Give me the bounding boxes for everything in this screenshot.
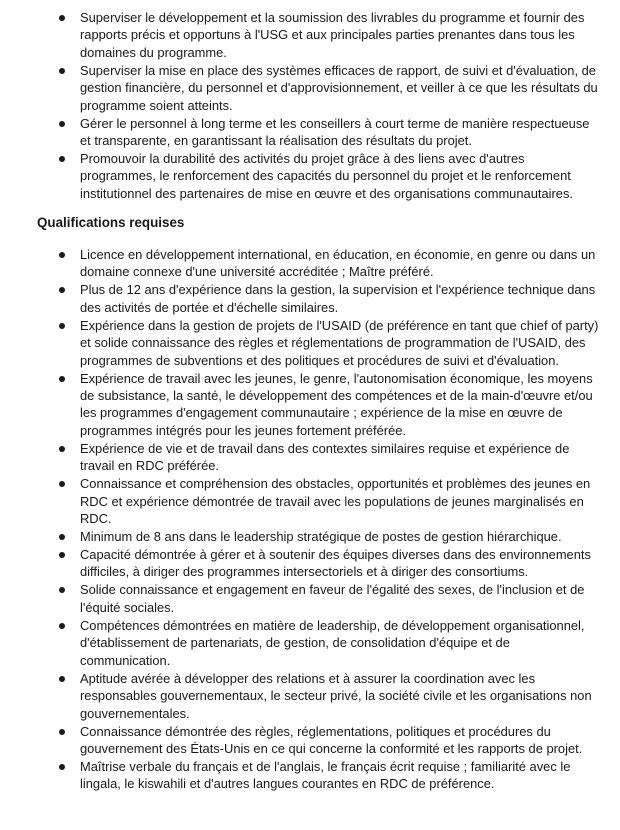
qualification-item (0, 581, 620, 616)
qualifications-list (0, 246, 620, 793)
bullet-point-icon (59, 68, 65, 74)
bullet-text: Expérience de travail avec les jeunes, le genre, l'autonomisation économique, les moyens de subsistance, la santé, le développement des compétences et de la main-d'œuvre et/ou les programmes d'engagement communautaire ; expérience de la mise en œuvre de programmes intégrés pour les jeunes fortement préférée. (80, 370, 593, 438)
bullet-text: Aptitude avérée à développer des relations et à assurer la coordination avec les responsables gouvernementaux, le secteur privé, la société civile et les organisations non gouvernementales. (80, 670, 592, 721)
bullet-point-icon (59, 323, 65, 329)
bullet-point-icon (59, 764, 65, 770)
qualification-item (0, 617, 620, 669)
bullet-point-icon (59, 729, 65, 735)
bullet-text: Expérience dans la gestion de projets de l'USAID (de préférence en tant que chief of party) et solide connaissance des règles et réglementations de programmation de l'USAID, des programmes de subventions et des politiques et procédures de suivi et d'évaluation. (80, 317, 599, 368)
qualification-item (0, 546, 620, 581)
bullet-point-icon (59, 534, 65, 540)
bullet-point-icon (59, 121, 65, 127)
responsibility-item (0, 115, 620, 150)
qualification-item (0, 246, 620, 281)
responsibilities-list (0, 9, 620, 203)
bullet-point-icon (59, 552, 65, 558)
bullet-point-icon (59, 587, 65, 593)
bullet-text: Maîtrise verbale du français et de l'anglais, le français écrit requise ; familiarité avec le lingala, le kiswahili et d'autres langues courantes en RDC de préférence. (80, 758, 571, 792)
responsibility-item (0, 150, 620, 202)
bullet-point-icon (59, 446, 65, 452)
bullet-point-icon (59, 252, 65, 258)
bullet-text: Solide connaissance et engagement en faveur de l'égalité des sexes, de l'inclusion et de l'équité sociales. (80, 582, 585, 615)
bullet-point-icon (59, 287, 65, 293)
bullet-text: Superviser le développement et la soumission des livrables du programme et fournir des rapports précis et opportuns à l'USG et aux principales parties prenantes dans tous les domaines du programme. (80, 10, 585, 60)
responsibility-item (0, 62, 620, 114)
qualification-item (0, 440, 620, 475)
bullet-text: Superviser la mise en place des systèmes efficaces de rapport, de suivi et d'évaluation, de gestion financière, du personnel et d'approvisionnement, et veiller à ce que les résultats du programme soient atteints. (80, 62, 598, 113)
responsibility-item (0, 9, 620, 61)
bullet-text: Expérience de vie et de travail dans des contextes similaires requise et expérience de travail en RDC préférée. (80, 440, 570, 474)
bullet-text: Compétences démontrées en matière de leadership, de développement organisationnel, d'établissement de partenariats, de gestion, de consolidation d'équipe et de communication. (80, 617, 585, 668)
bullet-text: Promouvoir la durabilité des activités du projet grâce à des liens avec d'autres programmes, le renforcement des capacités du personnel du projet et le renforcement institutionnel des partenaires de mise en œuvre et des organisations communautaires. (80, 151, 573, 201)
bullet-text: Plus de 12 ans d'expérience dans la gestion, la supervision et l'expérience technique dans des activités de portée et d'échelle similaires. (80, 282, 596, 315)
bullet-point-icon (59, 623, 65, 629)
bullet-text: Licence en développement international, en éducation, en économie, en genre ou dans un domaine connexe d'une université accréditée ; Maître préféré. (80, 247, 596, 280)
qualification-item (0, 723, 620, 758)
qualification-item (0, 317, 620, 369)
bullet-text: Minimum de 8 ans dans le leadership stratégique de postes de gestion hiérarchique. (80, 529, 562, 545)
qualification-item (0, 670, 620, 722)
qualification-item (0, 758, 620, 793)
qualifications-heading: Qualifications requises (37, 215, 185, 230)
qualification-item (0, 370, 620, 440)
bullet-text: Connaissance démontrée des règles, réglementations, politiques et procédures du gouvernement des États-Unis en ce qui concerne la conformité et les rapports de projet. (80, 723, 583, 756)
bullet-point-icon (59, 156, 65, 162)
bullet-text: Gérer le personnel à long terme et les conseillers à court terme de manière respectueuse et transparente, en garantissant la réalisation des résultats du projet. (80, 115, 590, 149)
bullet-point-icon (59, 15, 65, 21)
bullet-point-icon (59, 376, 65, 382)
bullet-point-icon (59, 481, 65, 487)
bullet-text: Capacité démontrée à gérer et à soutenir des équipes diverses dans des environnements difficiles, à diriger des programmes intersectoriels et à diriger des consortiums. (80, 547, 591, 580)
qualification-item (0, 475, 620, 527)
bullet-text: Connaissance et compréhension des obstacles, opportunités et problèmes des jeunes en RDC et expérience démontrée de travail avec les populations de jeunes marginalisés en RDC. (80, 476, 591, 527)
bullet-point-icon (59, 676, 65, 682)
qualification-item (0, 281, 620, 316)
qualification-item (0, 528, 620, 545)
